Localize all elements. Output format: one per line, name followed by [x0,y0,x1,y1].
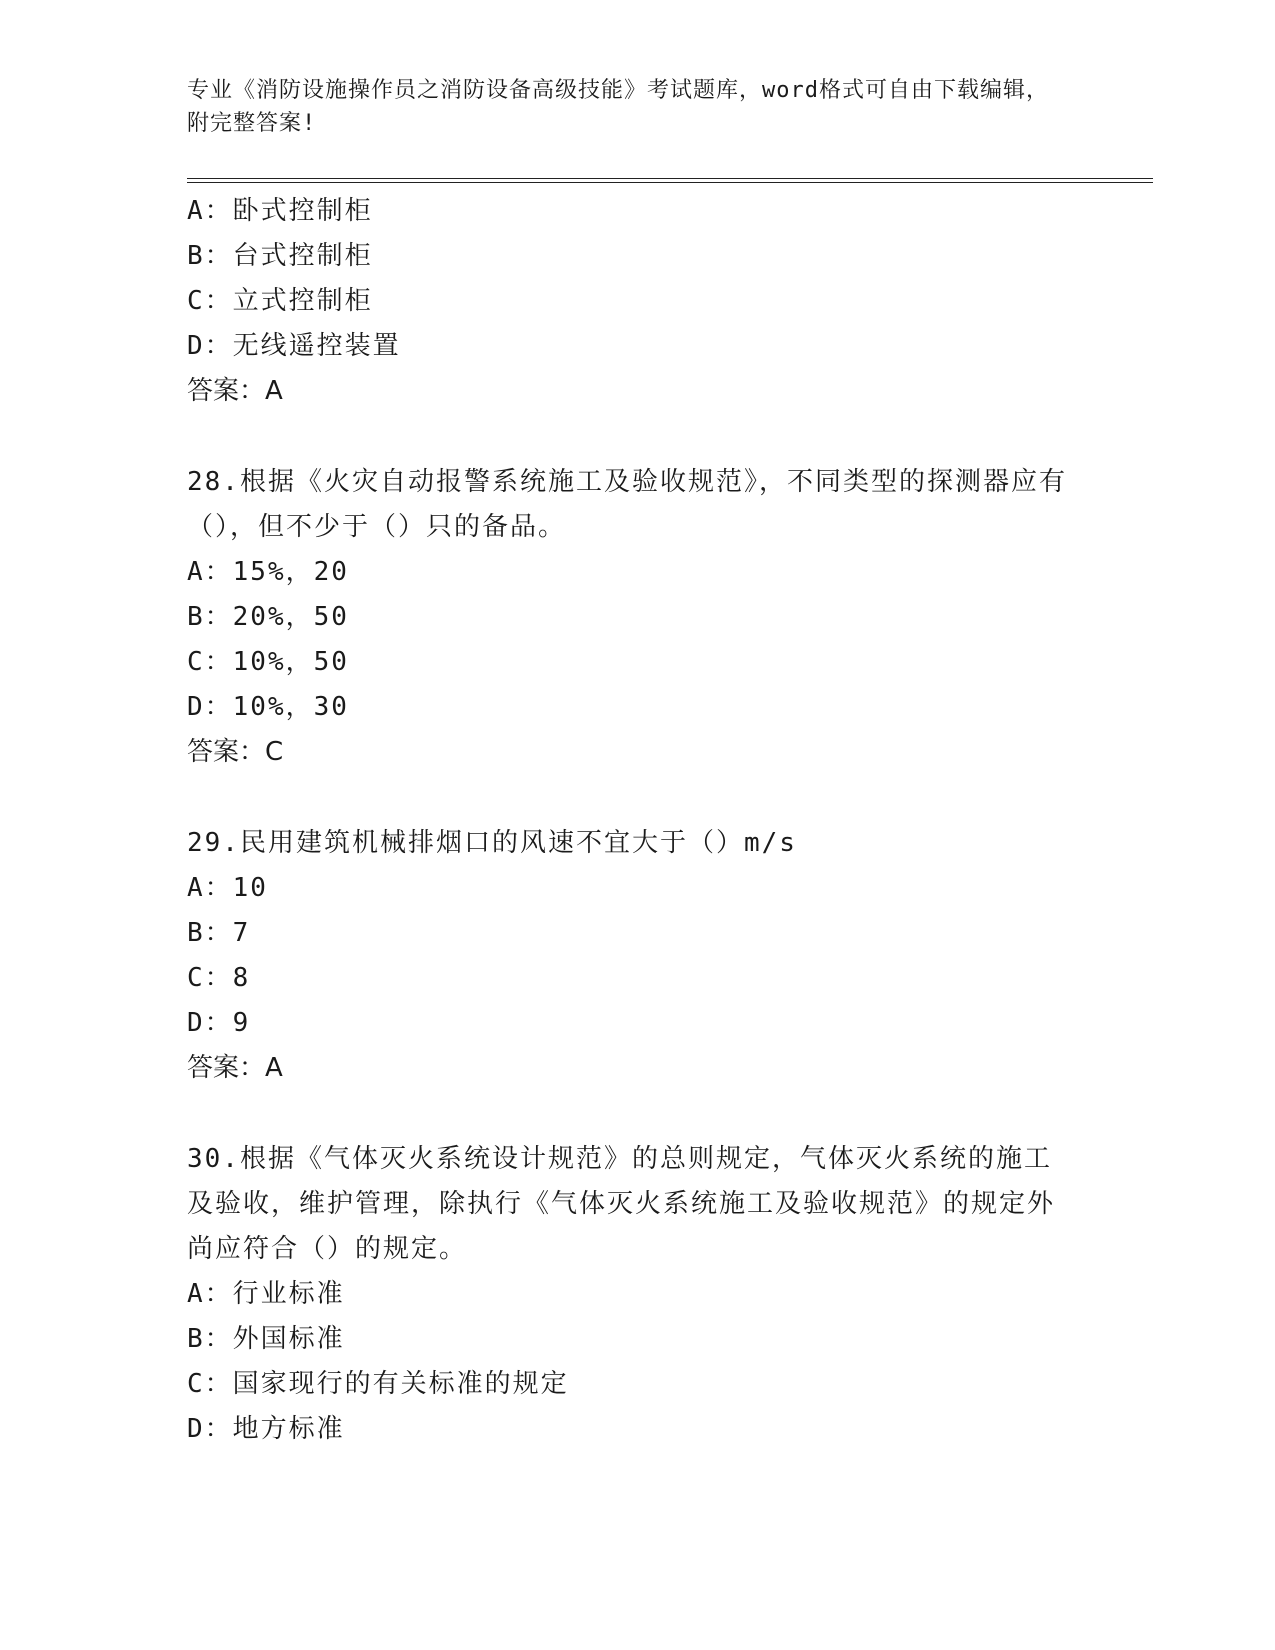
question-stem: 30.根据《气体灭火系统设计规范》的总则规定，气体灭火系统的施工及验收，维护管理，除执行《气体灭火系统施工及验收规范》的规定外尚应符合（）的规定。 [187,1144,1056,1264]
answer-label: 答案：C [187,737,284,767]
question-28 [187,460,1087,775]
option-c: C：8 [187,963,251,993]
question-29 [187,821,1087,1091]
option-a: A：卧式控制柜 [187,196,373,226]
option-d: D：地方标准 [187,1414,345,1444]
document-header: 专业《消防设施操作员之消防设备高级技能》考试题库，word格式可自由下载编辑，附完整答案! [187,78,1049,136]
header-divider-bottom [187,182,1153,183]
option-a: A：行业标准 [187,1279,345,1309]
option-c: C：10%，50 [187,647,349,677]
option-b: B：7 [187,918,251,948]
answer-label: 答案：A [187,376,283,406]
header-divider-top [187,178,1153,179]
option-d: D：10%，30 [187,692,349,722]
answer-label: 答案：A [187,1053,283,1083]
question-stem: 29.民用建筑机械排烟口的风速不宜大于（）m/s [187,828,797,858]
option-c: C：立式控制柜 [187,286,373,316]
option-a: A：15%，20 [187,557,349,587]
option-b: B：台式控制柜 [187,241,373,271]
question-30 [187,1137,1087,1452]
option-b: B：外国标准 [187,1324,345,1354]
option-d: D：无线遥控装置 [187,331,401,361]
option-c: C：国家现行的有关标准的规定 [187,1369,569,1399]
option-d: D：9 [187,1008,251,1038]
question-list [187,189,1087,1452]
option-b: B：20%，50 [187,602,349,632]
option-a: A：10 [187,873,268,903]
question-27-tail [187,189,1087,414]
question-stem: 28.根据《火灾自动报警系统施工及验收规范》，不同类型的探测器应有（），但不少于（）只的备品。 [187,467,1067,542]
